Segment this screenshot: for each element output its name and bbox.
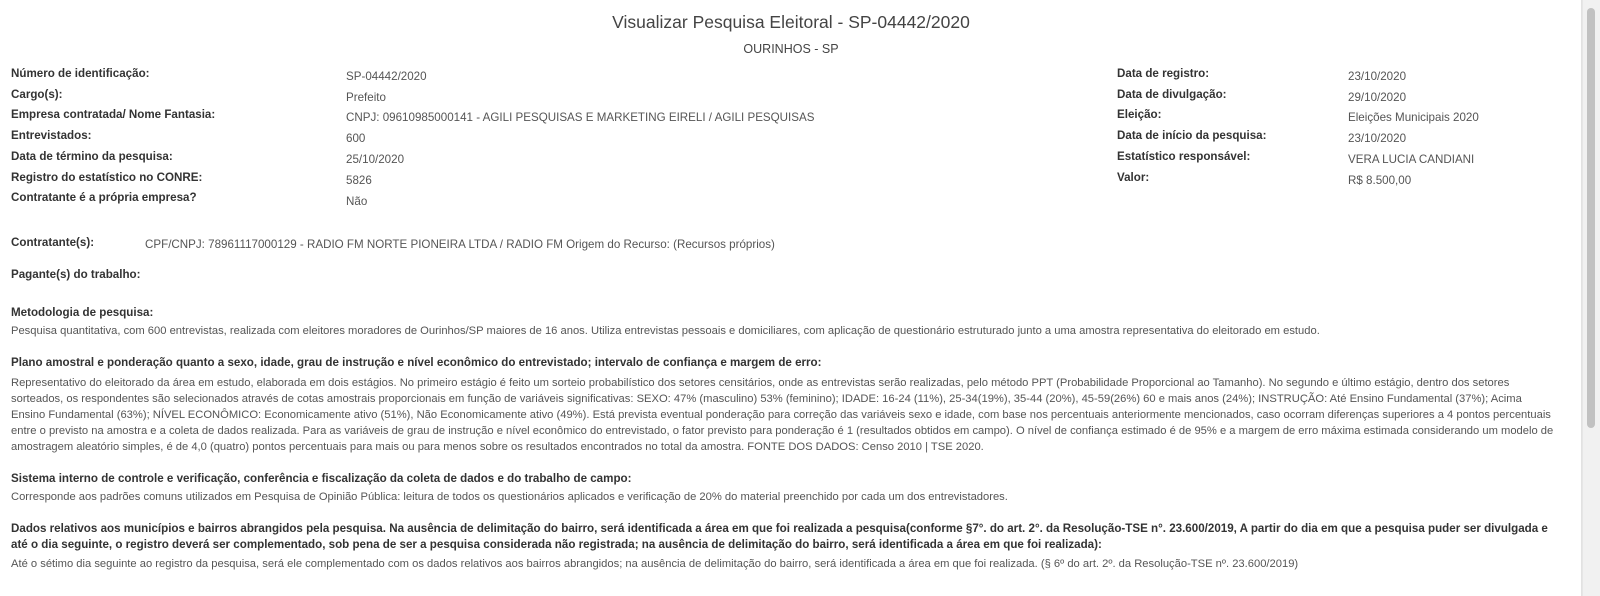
field-value-cargos: Prefeito <box>346 91 386 104</box>
section-body-metodologia: Pesquisa quantitativa, com 600 entrevistas, realizada com eleitores moradores de Ourinhos/SP maiores de 16 anos. Utiliza entrevistas pessoais e domiciliares, com aplicação de questionário estruturado junto a uma amostra representativa do eleitorado em estudo. <box>11 325 1320 337</box>
scrollbar-thumb[interactable] <box>1587 8 1595 428</box>
pagante-label: Pagante(s) do trabalho: <box>11 268 141 281</box>
page-subtitle: OURINHOS - SP <box>743 42 839 56</box>
field-value-estatistico: VERA LUCIA CANDIANI <box>1348 153 1475 166</box>
field-label-registro-conre: Registro do estatístico no CONRE: <box>11 171 203 184</box>
contratante-label: Contratante(s): <box>11 236 95 249</box>
field-label-data-inicio: Data de início da pesquisa: <box>1117 129 1267 142</box>
field-label-data-termino: Data de término da pesquisa: <box>11 150 173 163</box>
field-value-registro-conre: 5826 <box>346 174 372 187</box>
field-value-identificacao: SP-04442/2020 <box>346 70 427 83</box>
vertical-scrollbar[interactable] <box>1582 0 1600 596</box>
field-value-data-divulgacao: 29/10/2020 <box>1348 91 1407 104</box>
field-label-entrevistados: Entrevistados: <box>11 129 92 142</box>
section-heading-bairros: Dados relativos aos municípios e bairros abrangidos pela pesquisa. Na ausência de delimitação do bairro, será identificada a área em que foi realizada a pesquisa(conforme §7°. do art. 2°. da Resolução-TSE n°. 23.600/2019, A partir do dia em que a pesquisa puder ser divulgada e até o dia seguinte, o registro deverá ser complementado, sob pena de ser a pesquisa considerada não registrada; na ausência de delimitação do bairro, será identificada a área em que foi realizada): <box>11 522 1548 551</box>
field-label-cargos: Cargo(s): <box>11 88 63 101</box>
field-value-empresa: CNPJ: 09610985000141 - AGILI PESQUISAS E MARKETING EIRELI / AGILI PESQUISAS <box>346 111 815 124</box>
field-label-contratante-propria: Contratante é a própria empresa? <box>11 191 197 204</box>
section-heading-metodologia: Metodologia de pesquisa: <box>11 306 154 319</box>
field-label-valor: Valor: <box>1117 171 1150 184</box>
section-body-controle: Corresponde aos padrões comuns utilizados em Pesquisa de Opinião Pública: leitura de todos os questionários aplicados e verificação de 20% do material preenchido por cada um dos entrevistadores. <box>11 491 1008 503</box>
section-body-plano-amostral: Representativo do eleitorado da área em estudo, elaborada em dois estágios. No primeiro estágio é feito um sorteio probabilístico dos setores censitários, onde as entrevistas serão realizadas, pelo método PPT (Probabilidade Proporcional ao Tamanho). No segundo e último estágio, dentro dos setores sorteados, os respondentes são selecionados através de cotas amostrais proporcionais em função de variáveis significativas: SEXO: 47% (masculino) 53% (feminino); IDADE: 16-24 (11%), 25-34(19%), 35-44 (20%), 45-59(26%) 60 e mais anos (24%); INSTRUÇÃO: Até Ensino Fundamental (37%); Acima Ensino Fundamental (63%); NÍVEL ECONÔMICO: Economicamente ativo (51%), Não Economicamente ativo (49%). Está prevista eventual ponderação para correção das variáveis sexo e idade, com base nos percentuais anteriormente mencionados, caso ocorram diferenças superiores a 4 pontos percentuais entre o previsto na amostra e a coleta de dados realizada. Para as variáveis de grau de instrução e nível econômico do entrevistado, o fator previsto para ponderação é 1 (resultados obtidos em campo). O nível de confiança estimado é de 95% e a margem de erro máxima estimada considerando um modelo de amostragem aleatório simples, é de 4,0 (quatro) pontos percentuais para mais ou para menos sobre os resultados encontrados no total da amostra. FONTE DOS DADOS: Censo 2010 | TSE 2020. <box>11 377 1554 453</box>
field-label-data-divulgacao: Data de divulgação: <box>1117 88 1227 101</box>
field-value-contratante-propria: Não <box>346 195 368 208</box>
field-value-valor: R$ 8.500,00 <box>1348 174 1412 187</box>
field-value-eleicao: Eleições Municipais 2020 <box>1348 111 1479 124</box>
page-title: Visualizar Pesquisa Eleitoral - SP-04442/2020 <box>612 12 970 32</box>
field-label-data-registro: Data de registro: <box>1117 67 1210 80</box>
field-value-entrevistados: 600 <box>346 132 366 145</box>
field-label-identificacao: Número de identificação: <box>11 67 150 80</box>
section-heading-plano-amostral: Plano amostral e ponderação quanto a sexo, idade, grau de instrução e nível econômico do entrevistado; intervalo de confiança e margem de erro: <box>11 356 822 369</box>
field-label-eleicao: Eleição: <box>1117 108 1162 121</box>
field-label-empresa: Empresa contratada/ Nome Fantasia: <box>11 108 216 121</box>
field-value-data-termino: 25/10/2020 <box>346 153 405 166</box>
section-body-bairros: Até o sétimo dia seguinte ao registro da pesquisa, será ele complementado com os dados relativos aos bairros abrangidos; na ausência de delimitação do bairro, será identificada a área em que foi realizada. (§ 6º do art. 2º. da Resolução-TSE nº. 23.600/2019) <box>11 558 1299 570</box>
field-value-data-registro: 23/10/2020 <box>1348 70 1407 83</box>
contratante-value: CPF/CNPJ: 78961117000129 - RADIO FM NORTE PIONEIRA LTDA / RADIO FM Origem do Recurso: (Recursos próprios) <box>145 238 775 251</box>
section-heading-controle: Sistema interno de controle e verificação, conferência e fiscalização da coleta de dados e do trabalho de campo: <box>11 472 632 485</box>
field-label-estatistico: Estatístico responsável: <box>1117 150 1251 163</box>
field-value-data-inicio: 23/10/2020 <box>1348 132 1407 145</box>
